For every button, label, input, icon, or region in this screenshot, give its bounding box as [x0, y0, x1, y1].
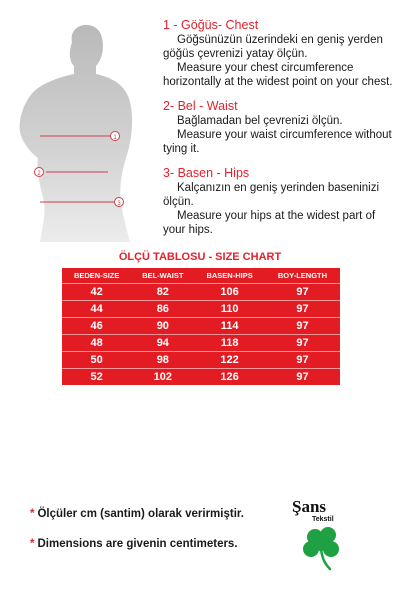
note-text: Dimensions are givenin centimeters.	[37, 538, 238, 550]
step-line: Göğsünüzün üzerindeki en geniş yerden	[177, 34, 383, 46]
size-chart-title: ÖLÇÜ TABLOSU - SIZE CHART	[118, 251, 282, 263]
measurement-guide	[163, 18, 395, 247]
table-cell: 114	[194, 318, 265, 335]
table-cell: 50	[62, 352, 131, 369]
note-text: Ölçüler cm (santim) olarak verirmiştir.	[37, 508, 244, 520]
table-cell: 52	[90, 371, 103, 383]
size-chart-table	[62, 268, 340, 385]
step-line: Measure your hips at the widest part of	[177, 210, 376, 222]
note-units-tr	[30, 508, 280, 520]
clover-icon	[300, 525, 344, 571]
table-cell: 94	[131, 335, 194, 352]
marker-waist	[35, 168, 44, 178]
step-line: göğüs çevrenizi yatay ölçün.	[163, 48, 308, 60]
table-cell: 86	[131, 301, 194, 318]
step-title: 3- Basen - Hips	[163, 166, 250, 180]
marker-hips	[115, 198, 124, 208]
table-cell: 97	[265, 284, 340, 301]
step-line: Measure your chest circumference	[177, 62, 354, 74]
table-header-row	[62, 268, 340, 284]
column-header-waist: BEL-WAIST	[131, 268, 194, 284]
table-cell: 82	[131, 284, 194, 301]
step-title: 1 - Göğüs- Chest	[163, 18, 259, 32]
table-cell: 44	[62, 301, 131, 318]
table-row	[62, 352, 340, 369]
notes	[30, 508, 280, 568]
table-row	[62, 335, 340, 352]
table-cell: 97	[265, 335, 340, 352]
column-header-hips: BASEN-HIPS	[194, 268, 265, 284]
svg-text:2: 2	[37, 171, 41, 177]
table-row	[62, 284, 340, 301]
step-line: ölçün.	[163, 196, 194, 208]
asterisk-icon: *	[30, 538, 35, 550]
table-cell: 90	[131, 318, 194, 335]
marker-chest	[111, 132, 120, 142]
table-row	[62, 318, 340, 335]
brand-subtitle: Tekstil	[312, 516, 334, 523]
table-row	[62, 369, 340, 386]
table-cell: 97	[296, 371, 309, 383]
table-cell: 97	[265, 352, 340, 369]
table-cell: 42	[62, 284, 131, 301]
table-cell: 98	[131, 352, 194, 369]
step-line: your hips.	[163, 224, 213, 236]
table-cell: 118	[194, 335, 265, 352]
step-line: Measure your waist circumference without	[177, 129, 392, 141]
step-line: Bağlamadan bel çevrenizi ölçün.	[177, 115, 343, 127]
note-units-en	[30, 538, 280, 550]
table-cell: 110	[194, 301, 265, 318]
svg-text:1: 1	[113, 135, 117, 141]
table-row	[62, 301, 340, 318]
column-header-length: BOY-LENGTH	[265, 268, 340, 284]
asterisk-icon: *	[30, 508, 35, 520]
table-cell: 46	[62, 318, 131, 335]
step-chest	[163, 18, 395, 89]
brand-name: Şans	[292, 497, 327, 516]
column-header-size: BEDEN-SIZE	[62, 268, 131, 284]
step-line: Kalçanızın en geniş yerinden baseninizi	[177, 182, 380, 194]
svg-text:3: 3	[117, 201, 121, 207]
table-cell: 106	[194, 284, 265, 301]
step-line: tying it.	[163, 143, 200, 155]
body-measurement-figure	[10, 12, 160, 242]
brand-logo	[290, 497, 350, 577]
table-cell: 97	[265, 318, 340, 335]
table-cell: 122	[194, 352, 265, 369]
step-hips	[163, 166, 395, 237]
table-cell: 48	[62, 335, 131, 352]
table-cell: 102	[153, 371, 172, 383]
step-line: horizontally at the widest point on your chest.	[163, 76, 393, 88]
table-cell: 126	[220, 371, 239, 383]
table-cell: 97	[265, 301, 340, 318]
step-waist	[163, 99, 395, 156]
step-title: 2- Bel - Waist	[163, 99, 238, 113]
